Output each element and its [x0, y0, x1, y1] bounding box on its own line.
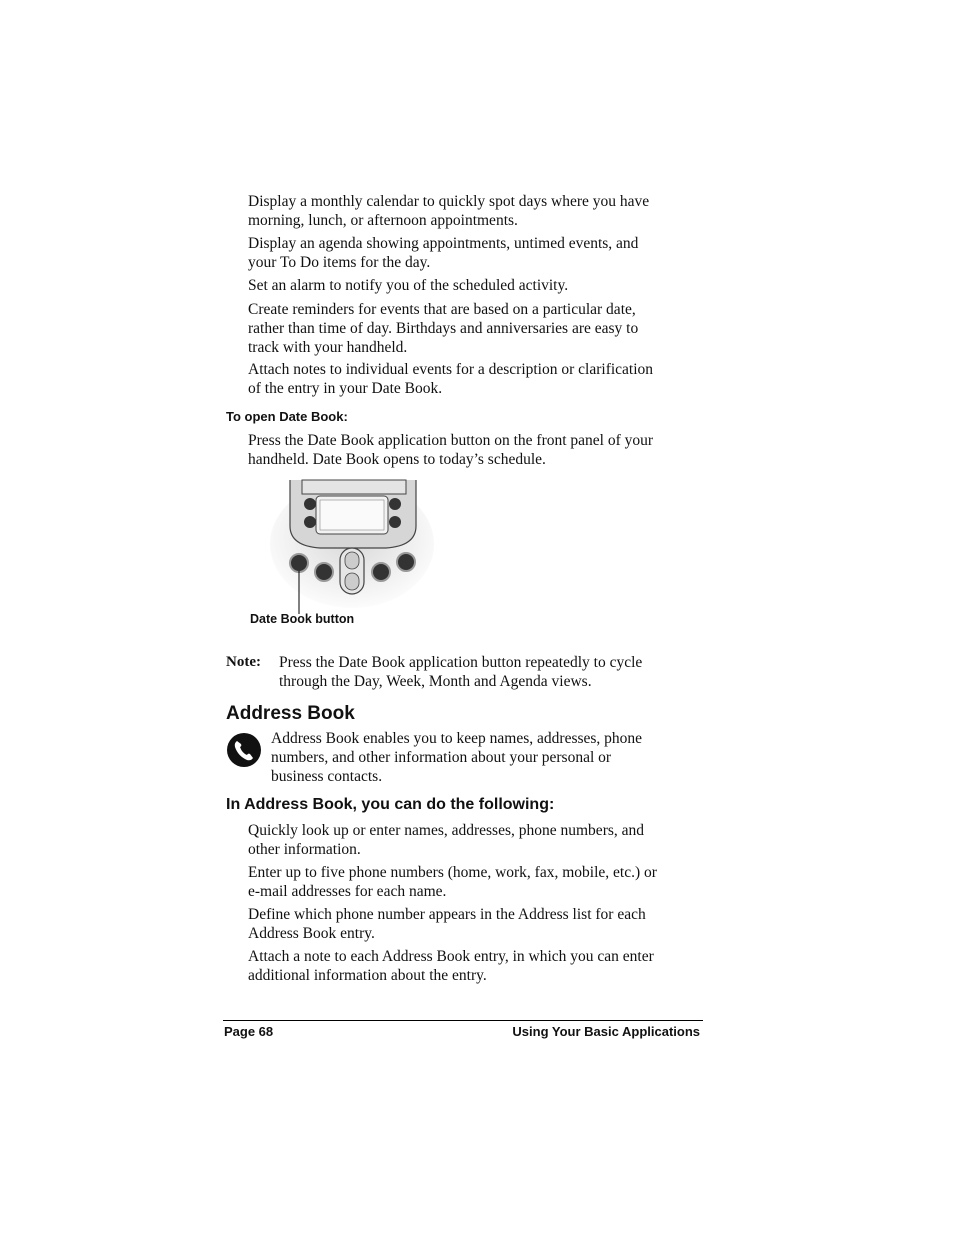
calculator-icon [389, 498, 401, 510]
feature-define-phone [248, 905, 646, 943]
footer-divider [223, 1020, 703, 1021]
feature-lookup [248, 821, 644, 859]
find-icon [389, 516, 401, 528]
text-line: of the entry in your Date Book. [248, 380, 443, 397]
phone-handset-icon [226, 732, 262, 768]
address-book-subheading: In Address Book, you can do the following: [226, 796, 555, 813]
text-line: other information. [248, 841, 361, 858]
text-line: Attach notes to individual events for a description or clarification [248, 361, 654, 378]
feature-reminders [248, 300, 638, 357]
open-date-book-heading: To open Date Book: [226, 409, 348, 424]
text-line: Address Book enables you to keep names, addresses, phone [271, 730, 643, 747]
handheld-illustration [270, 476, 435, 616]
text-line: through the Day, Week, Month and Agenda views. [279, 673, 592, 690]
note-label: Note: [226, 654, 261, 670]
text-line: Enter up to five phone numbers (home, work, fax, mobile, etc.) or [248, 864, 657, 881]
text-line: Press the Date Book application button repeatedly to cycle [279, 654, 643, 671]
note-text [279, 653, 642, 691]
memo-hw-button-icon [397, 553, 415, 571]
text-line: rather than time of day. Birthdays and anniversaries are easy to [248, 320, 639, 337]
address-hw-button-icon [315, 563, 333, 581]
feature-agenda [248, 234, 638, 272]
address-book-heading: Address Book [226, 703, 355, 724]
text-line: Press the Date Book application button on the front panel of your [248, 432, 654, 449]
text-line: Set an alarm to notify you of the scheduled activity. [248, 277, 569, 294]
address-book-intro [271, 729, 642, 786]
text-line: your To Do items for the day. [248, 254, 431, 271]
menu-icon [304, 516, 316, 528]
text-line: track with your handheld. [248, 339, 408, 356]
feature-phone-numbers [248, 863, 657, 901]
text-line: Address Book entry. [248, 925, 375, 942]
text-line: business contacts. [271, 768, 383, 785]
feature-alarm [248, 276, 568, 295]
footer-page-number: Page 68 [224, 1024, 274, 1039]
feature-monthly-calendar [248, 192, 649, 230]
date-book-hw-button-icon [290, 554, 308, 572]
text-line: morning, lunch, or afternoon appointments. [248, 212, 518, 229]
text-line: Display an agenda showing appointments, untimed events, and [248, 235, 639, 252]
open-date-book-text [248, 431, 653, 469]
feature-notes [248, 360, 653, 398]
todo-hw-button-icon [372, 563, 390, 581]
home-icon [304, 498, 316, 510]
text-line: Create reminders for events that are based on a particular date, [248, 301, 636, 318]
text-line: e-mail addresses for each name. [248, 883, 447, 900]
text-line: Attach a note to each Address Book entry, in which you can enter [248, 948, 654, 965]
figure-caption: Date Book button [250, 612, 355, 626]
text-line: numbers, and other information about your personal or [271, 749, 612, 766]
text-line: Quickly look up or enter names, addresses, phone numbers, and [248, 822, 645, 839]
text-line: additional information about the entry. [248, 967, 487, 984]
text-line: Define which phone number appears in the Address list for each [248, 906, 646, 923]
footer-section-title: Using Your Basic Applications [512, 1024, 700, 1039]
text-line: handheld. Date Book opens to today’s schedule. [248, 451, 546, 468]
feature-attach-note [248, 947, 654, 985]
text-line: Display a monthly calendar to quickly spot days where you have [248, 193, 650, 210]
